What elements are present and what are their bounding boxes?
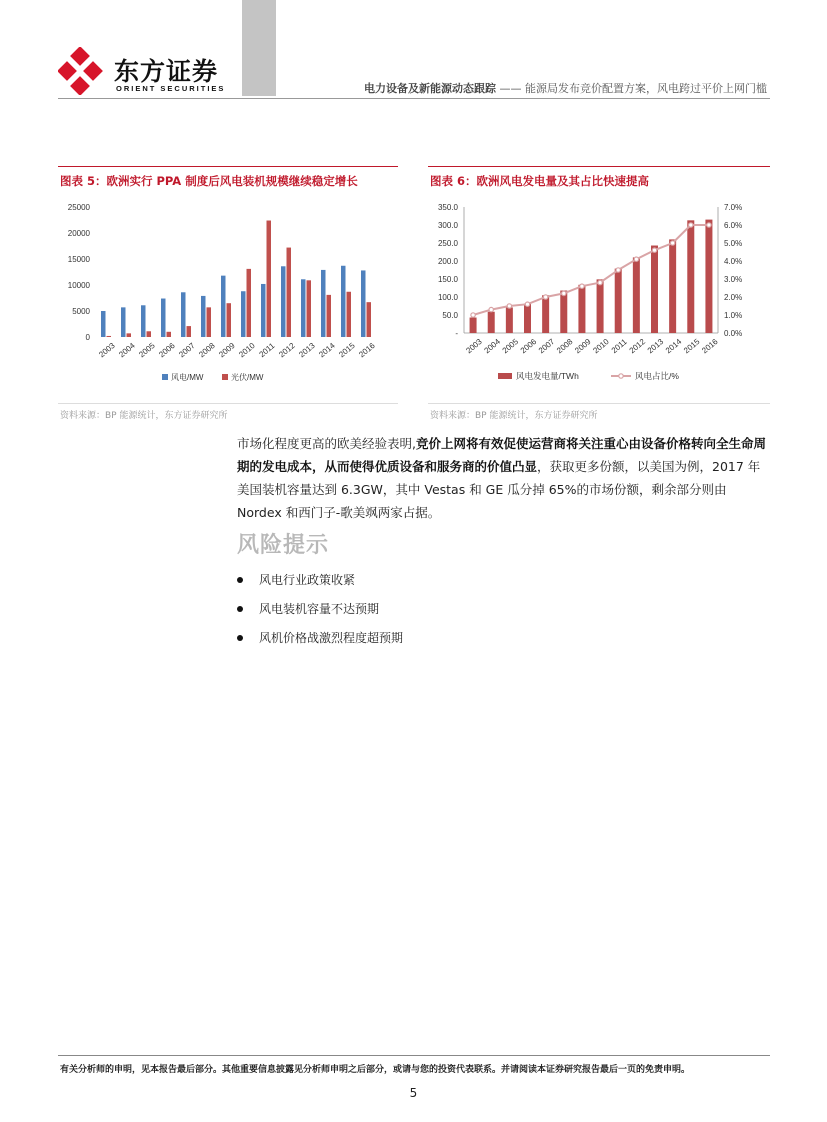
bar-solar <box>267 221 272 337</box>
share-point <box>634 257 638 261</box>
x-tick-label: 2006 <box>518 336 539 356</box>
chart5-caption: 图表 5：欧洲实行 PPA 制度后风电装机规模继续稳定增长 <box>60 174 358 188</box>
y-tick-label: 10000 <box>67 281 90 290</box>
x-tick-label: 2012 <box>277 340 297 360</box>
bar-generation <box>488 312 495 333</box>
bar-solar <box>287 248 292 337</box>
bar-generation <box>470 318 477 333</box>
share-point <box>471 313 475 317</box>
x-tick-label: 2005 <box>500 336 521 356</box>
y-tick-label: 50.0 <box>442 311 458 320</box>
bar-wind <box>361 270 366 337</box>
x-tick-label: 2016 <box>700 336 720 356</box>
header-rule <box>58 98 770 99</box>
bar-solar <box>167 332 172 337</box>
bullet-icon <box>237 635 243 641</box>
bar-solar <box>327 295 332 337</box>
bar-wind <box>181 292 186 337</box>
chart5-top-rule <box>58 166 398 167</box>
y-tick-label: 350.0 <box>437 203 458 212</box>
chart6-source: 资料来源：BP 能源统计，东方证券研究所 <box>430 411 598 421</box>
bar-generation <box>524 303 531 333</box>
chart6-top-rule <box>428 166 770 167</box>
y2-tick-label: 4.0% <box>724 257 743 266</box>
legend-solar-label: 光伏/MW <box>231 373 264 382</box>
share-point <box>489 307 493 311</box>
share-point <box>652 248 656 252</box>
bar-generation <box>597 279 604 333</box>
x-tick-label: 2010 <box>237 340 257 360</box>
y-tick-label: 200.0 <box>437 257 458 266</box>
legend-share-label: 风电占比/% <box>635 371 679 381</box>
report-title: —— 能源局发布竞价配置方案，风电跨过平价上网门槛 <box>499 82 767 95</box>
bar-wind <box>321 270 326 337</box>
bar-solar <box>307 280 312 337</box>
report-header-title <box>364 80 767 96</box>
bar-solar <box>227 303 232 337</box>
y-tick-label: 0 <box>85 333 90 342</box>
x-tick-label: 2014 <box>317 340 337 360</box>
share-point <box>525 302 529 306</box>
report-type: 电力设备及新能源动态跟踪 <box>364 82 496 95</box>
bar-wind <box>161 299 166 337</box>
paragraph-emphasis: 竞价上网将有效促使运营商将关注重心由设备价格转向全生命周期的发电成本，从而使得优质设备和服务商的价值凸显 <box>237 436 766 474</box>
x-tick-label: 2013 <box>297 340 317 360</box>
risk-heading: 风险提示 <box>237 533 330 558</box>
legend-share-marker <box>619 374 623 378</box>
bar-solar <box>187 326 192 337</box>
legend-generation-label: 风电发电量/TWh <box>516 371 579 381</box>
bar-generation <box>542 295 549 333</box>
y-tick-label: - <box>455 329 458 338</box>
y2-tick-label: 6.0% <box>724 221 743 230</box>
y-tick-label: 300.0 <box>437 221 458 230</box>
x-tick-label: 2012 <box>627 336 648 356</box>
bar-wind <box>141 305 146 337</box>
bar-generation <box>669 239 676 333</box>
x-tick-label: 2011 <box>257 341 277 360</box>
y-tick-label: 20000 <box>67 229 90 238</box>
bar-wind <box>301 279 306 337</box>
chart5-figure <box>58 195 398 395</box>
bar-wind <box>241 291 246 337</box>
x-tick-label: 2009 <box>573 336 593 356</box>
bar-wind <box>281 266 286 337</box>
brand-name-cn: 东方证券 <box>114 57 219 86</box>
y2-tick-label: 7.0% <box>724 203 743 212</box>
bar-generation <box>651 246 658 333</box>
x-tick-label: 2013 <box>645 336 666 356</box>
brand-name-en: ORIENT SECURITIES <box>116 84 226 93</box>
bar-generation <box>633 257 640 333</box>
paragraph-lead: 市场化程度更高的欧美经验表明, <box>237 436 416 451</box>
y2-tick-label: 5.0% <box>724 239 743 248</box>
bullet-icon <box>237 606 243 612</box>
bar-solar <box>347 292 352 337</box>
x-tick-label: 2004 <box>482 336 502 356</box>
y-tick-label: 5000 <box>72 307 90 316</box>
bar-wind <box>341 266 346 337</box>
x-tick-label: 2007 <box>536 336 557 356</box>
bar-solar <box>127 333 132 337</box>
risk-item-3 <box>237 629 403 646</box>
bar-generation <box>578 285 585 333</box>
company-logo-icon <box>58 47 106 95</box>
y-tick-label: 15000 <box>67 255 90 264</box>
x-tick-label: 2008 <box>555 336 575 356</box>
share-point <box>616 268 620 272</box>
share-point <box>598 280 602 284</box>
x-tick-label: 2003 <box>464 336 484 356</box>
y2-tick-label: 3.0% <box>724 275 743 284</box>
legend-wind-label: 风电/MW <box>171 373 204 382</box>
x-tick-label: 2008 <box>197 340 217 360</box>
chart5-source: 资料来源：BP 能源统计，东方证券研究所 <box>60 411 228 421</box>
y2-tick-label: 2.0% <box>724 293 743 302</box>
legend-generation-swatch <box>498 373 512 379</box>
paragraph-tail: ，获取更多份额，以美国为例，2017 年美国装机容量达到 6.3GW，其中 Vestas 和 GE 瓜分掉 65%的市场份额，剩余部分则由 Nordex 和西门子-歌美飒两家占据。 <box>237 459 761 520</box>
share-point <box>543 295 547 299</box>
y2-tick-label: 0.0% <box>724 329 743 338</box>
chart6-source-rule <box>428 403 770 404</box>
bar-solar <box>247 269 252 337</box>
chart6-caption: 图表 6：欧洲风电发电量及其占比快速提高 <box>430 174 650 188</box>
x-tick-label: 2014 <box>663 336 684 356</box>
bar-wind <box>121 307 126 337</box>
bar-wind <box>221 276 226 337</box>
share-point <box>689 223 693 227</box>
page-number: 5 <box>409 1086 418 1100</box>
x-tick-label: 2011 <box>609 337 629 356</box>
share-point <box>670 241 674 245</box>
share-point <box>707 223 711 227</box>
x-tick-label: 2007 <box>177 340 197 360</box>
x-tick-label: 2003 <box>97 340 117 360</box>
x-tick-label: 2004 <box>117 340 137 360</box>
bar-solar <box>107 336 112 337</box>
y2-tick-label: 1.0% <box>724 311 743 320</box>
bar-solar <box>147 331 152 337</box>
x-tick-label: 2006 <box>157 340 177 360</box>
footer-rule <box>58 1055 770 1056</box>
body-paragraph <box>237 432 770 524</box>
legend-wind-swatch <box>162 374 168 380</box>
bar-solar <box>207 307 212 337</box>
bar-solar <box>367 302 372 337</box>
x-tick-label: 2015 <box>337 340 357 360</box>
legend-solar-swatch <box>222 374 228 380</box>
share-point <box>580 284 584 288</box>
y-tick-label: 150.0 <box>437 275 458 284</box>
chart5-source-rule <box>58 403 398 404</box>
risk-item-label: 风电行业政策收紧 <box>259 573 356 587</box>
share-point <box>562 291 566 295</box>
bar-generation <box>615 269 622 333</box>
y-tick-label: 100.0 <box>437 293 458 302</box>
bar-generation <box>560 291 567 333</box>
x-tick-label: 2010 <box>591 336 611 356</box>
bar-wind <box>101 311 106 337</box>
risk-item-1 <box>237 571 355 588</box>
risk-item-2 <box>237 600 379 617</box>
bullet-icon <box>237 577 243 583</box>
footer-disclaimer: 有关分析师的申明，见本报告最后部分。其他重要信息披露见分析师申明之后部分，或请与您的投资代表联系。并请阅读本证券研究报告最后一页的免责申明。 <box>60 1065 691 1075</box>
bar-generation <box>506 307 513 333</box>
bar-wind <box>261 284 266 337</box>
x-tick-label: 2015 <box>682 336 702 356</box>
risk-item-label: 风电装机容量不达预期 <box>259 602 380 616</box>
bar-generation <box>687 220 694 333</box>
bar-generation <box>705 220 712 333</box>
header-band <box>242 0 276 96</box>
x-tick-label: 2009 <box>217 340 237 360</box>
chart6-figure <box>428 195 770 395</box>
x-tick-label: 2016 <box>357 340 377 360</box>
y-tick-label: 250.0 <box>437 239 458 248</box>
bar-wind <box>201 296 206 337</box>
y-tick-label: 25000 <box>67 203 90 212</box>
x-tick-label: 2005 <box>137 340 157 360</box>
risk-item-label: 风机价格战激烈程度超预期 <box>259 631 404 645</box>
share-point <box>507 304 511 308</box>
